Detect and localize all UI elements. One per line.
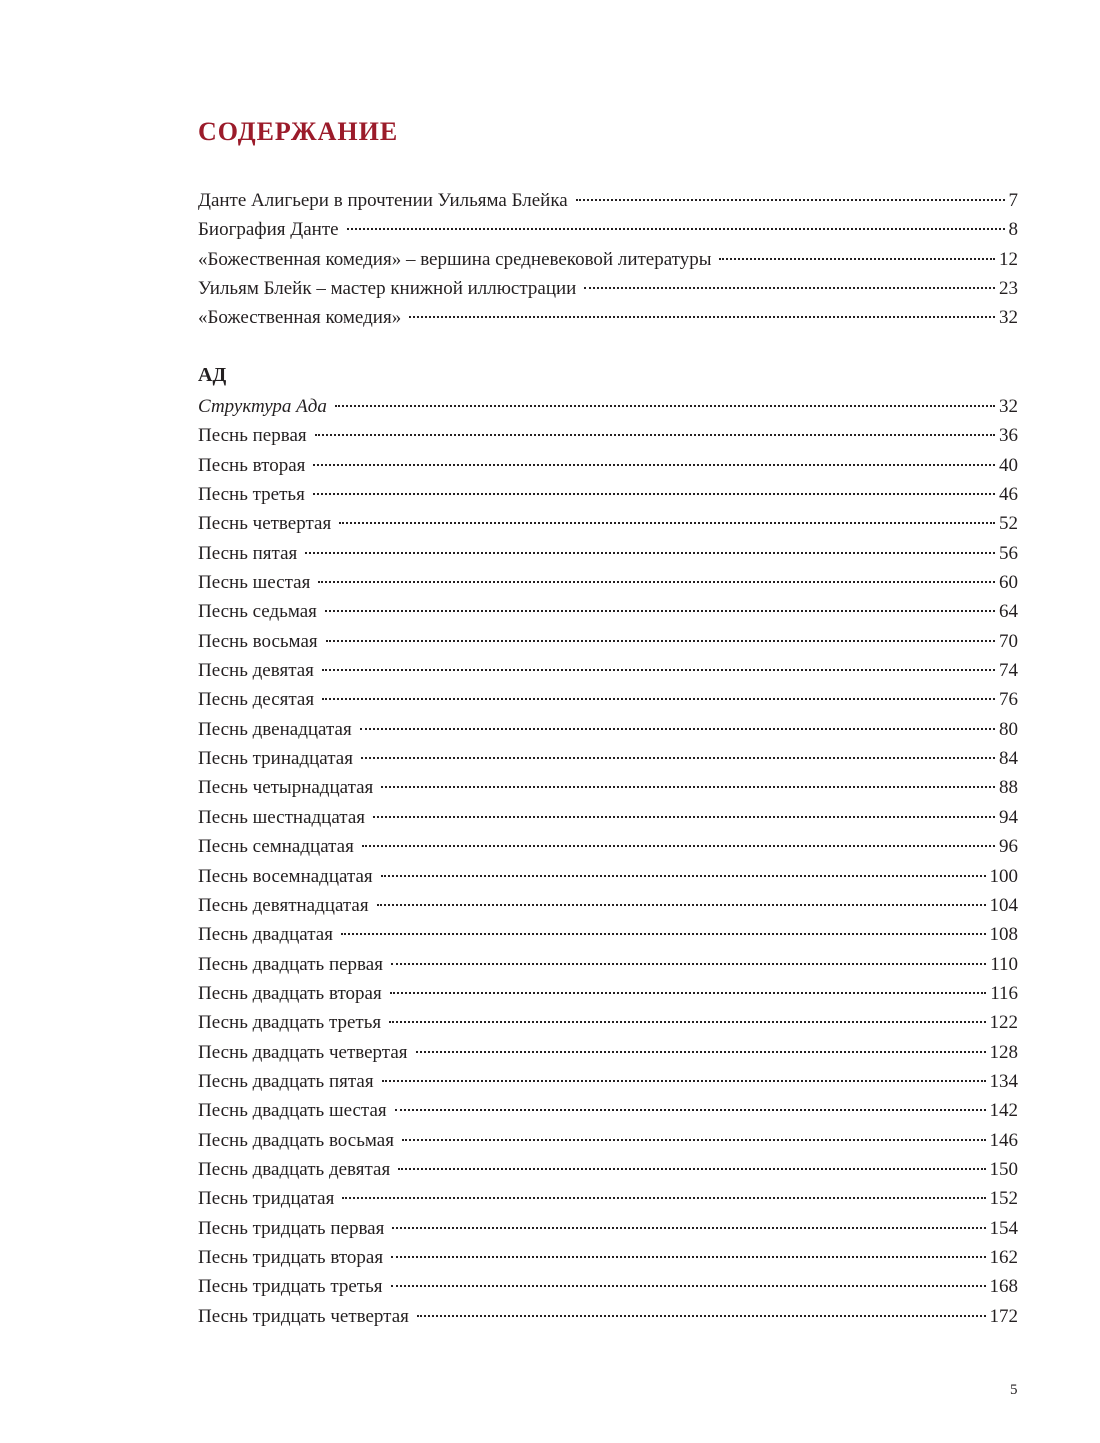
toc-entry-title: Песнь семнадцатая — [198, 836, 354, 858]
toc-entry-page: 64 — [999, 601, 1018, 623]
toc-entry — [198, 950, 1018, 979]
toc-entry — [198, 1038, 1018, 1067]
toc-entry — [198, 1302, 1018, 1331]
toc-entry-page: 46 — [999, 484, 1018, 506]
toc-entry-page: 40 — [999, 454, 1018, 476]
toc-entry-title: Песнь первая — [198, 425, 307, 447]
dot-leader — [322, 698, 995, 700]
toc-entry — [198, 186, 1018, 215]
toc-entry-title: Уильям Блейк – мастер книжной иллюстрации — [198, 278, 577, 300]
toc-entry — [198, 568, 1018, 597]
toc-entry — [198, 215, 1018, 244]
dot-leader — [395, 1109, 986, 1111]
toc-entry-title: Песнь двадцать шестая — [198, 1100, 387, 1122]
toc-entry — [198, 1243, 1018, 1272]
hell-toc-list — [198, 392, 1018, 1331]
toc-entry-title: Песнь десятая — [198, 689, 315, 711]
toc-entry — [198, 1067, 1018, 1096]
toc-entry — [198, 392, 1018, 421]
toc-entry-page: 80 — [999, 718, 1018, 740]
dot-leader — [360, 728, 995, 730]
toc-entry-page: 70 — [999, 630, 1018, 652]
toc-entry-page: 32 — [999, 307, 1018, 329]
toc-entry-page: 52 — [999, 513, 1018, 535]
dot-leader — [584, 287, 995, 289]
dot-leader — [313, 464, 995, 466]
toc-entry — [198, 1008, 1018, 1037]
toc-entry-page: 36 — [999, 425, 1018, 447]
toc-entry-title: Песнь седьмая — [198, 601, 317, 623]
toc-entry-page: 32 — [999, 396, 1018, 417]
toc-entry-page: 150 — [989, 1158, 1018, 1180]
toc-entry-title: Песнь тридцать вторая — [198, 1246, 384, 1268]
dot-leader — [389, 1021, 985, 1023]
toc-entry-page: 12 — [999, 248, 1018, 270]
dot-leader — [398, 1168, 985, 1170]
toc-entry — [198, 979, 1018, 1008]
toc-entry — [198, 656, 1018, 685]
toc-entry-title: «Божественная комедия» — [198, 307, 402, 329]
toc-entry-page: 7 — [1008, 190, 1018, 211]
toc-entry — [198, 773, 1018, 802]
toc-entry-title: Песнь двадцать четвертая — [198, 1041, 408, 1063]
toc-entry — [198, 685, 1018, 714]
dot-leader — [409, 316, 995, 318]
toc-entry-page: 100 — [989, 865, 1018, 887]
toc-entry-title: Песнь восемнадцатая — [198, 865, 373, 887]
toc-entry-page: 162 — [989, 1246, 1018, 1268]
toc-entry — [198, 891, 1018, 920]
toc-entry — [198, 803, 1018, 832]
dot-leader — [576, 199, 1005, 201]
toc-entry-title: Структура Ада — [198, 396, 327, 417]
dot-leader — [339, 522, 995, 524]
toc-entry-title: Песнь третья — [198, 484, 305, 506]
toc-entry-page: 134 — [989, 1070, 1018, 1092]
toc-entry-title: Песнь двадцатая — [198, 924, 333, 946]
dot-leader — [719, 258, 995, 260]
toc-entry-title: Песнь двадцать первая — [198, 953, 383, 975]
toc-entry-title: Песнь четырнадцатая — [198, 777, 374, 799]
toc-entry — [198, 1126, 1018, 1155]
toc-entry — [198, 245, 1018, 274]
toc-entry — [198, 1214, 1018, 1243]
dot-leader — [392, 1227, 985, 1229]
toc-entry-title: «Божественная комедия» – вершина средневековой литературы — [198, 248, 712, 270]
dot-leader — [315, 434, 995, 436]
toc-entry-page: 104 — [989, 894, 1018, 916]
toc-entry — [198, 627, 1018, 656]
toc-entry-title: Песнь двадцать пятая — [198, 1070, 374, 1092]
toc-entry — [198, 597, 1018, 626]
toc-entry-page: 74 — [999, 660, 1018, 682]
toc-entry-page: 94 — [999, 806, 1018, 828]
dot-leader — [361, 757, 995, 759]
toc-entry-page: 116 — [990, 982, 1018, 1004]
dot-leader — [417, 1315, 986, 1317]
toc-entry-title: Песнь двадцать вторая — [198, 982, 382, 1004]
toc-entry-title: Песнь тридцать первая — [198, 1217, 385, 1239]
dot-leader — [391, 1256, 985, 1258]
toc-entry-page: 172 — [989, 1305, 1018, 1327]
toc-entry-page: 142 — [989, 1100, 1018, 1122]
dot-leader — [390, 992, 987, 994]
toc-entry-title: Песнь пятая — [198, 542, 298, 564]
dot-leader — [325, 610, 995, 612]
dot-leader — [382, 1080, 986, 1082]
toc-entry-page: 110 — [990, 953, 1018, 975]
dot-leader — [373, 816, 995, 818]
toc-entry-title: Песнь двенадцатая — [198, 718, 352, 740]
toc-entry-title: Песнь четвертая — [198, 513, 332, 535]
toc-entry-page: 122 — [989, 1012, 1018, 1034]
toc-entry — [198, 862, 1018, 891]
dot-leader — [362, 845, 995, 847]
toc-entry-title: Данте Алигьери в прочтении Уильяма Блейка — [198, 190, 568, 211]
toc-entry-page: 152 — [989, 1188, 1018, 1210]
dot-leader — [341, 933, 986, 935]
toc-entry — [198, 1155, 1018, 1184]
toc-entry-title: Песнь вторая — [198, 454, 306, 476]
dot-leader — [381, 875, 986, 877]
toc-entry — [198, 509, 1018, 538]
toc-entry-page: 56 — [999, 542, 1018, 564]
toc-entry-title: Песнь двадцать восьмая — [198, 1129, 394, 1151]
dot-leader — [318, 581, 995, 583]
dot-leader — [381, 786, 995, 788]
toc-entry-title: Биография Данте — [198, 219, 339, 241]
toc-entry-page: 88 — [999, 777, 1018, 799]
toc-entry — [198, 1096, 1018, 1125]
toc-entry-title: Песнь тридцать четвертая — [198, 1305, 409, 1327]
page-number: 5 — [1010, 1382, 1018, 1398]
toc-entry — [198, 744, 1018, 773]
toc-entry — [198, 832, 1018, 861]
toc-entry-title: Песнь тридцатая — [198, 1188, 335, 1210]
dot-leader — [377, 904, 986, 906]
toc-entry-page: 146 — [989, 1129, 1018, 1151]
toc-entry — [198, 274, 1018, 303]
toc-entry-page: 96 — [999, 836, 1018, 858]
toc-entry — [198, 451, 1018, 480]
toc-entry — [198, 480, 1018, 509]
toc-entry-page: 8 — [1008, 219, 1018, 241]
dot-leader — [305, 552, 995, 554]
toc-entry-title: Песнь тринадцатая — [198, 748, 353, 770]
toc-entry-title: Песнь шестнадцатая — [198, 806, 366, 828]
dot-leader — [402, 1139, 986, 1141]
toc-entry-title: Песнь восьмая — [198, 630, 318, 652]
toc-entry-title: Песнь тридцать третья — [198, 1276, 383, 1298]
toc-entry-page: 128 — [989, 1041, 1018, 1063]
intro-toc-list — [198, 186, 1018, 333]
dot-leader — [391, 1285, 986, 1287]
toc-entry-title: Песнь девятая — [198, 660, 314, 682]
toc-entry-title: Песнь шестая — [198, 572, 311, 594]
toc-entry-page: 168 — [989, 1276, 1018, 1298]
toc-entry-page: 154 — [989, 1217, 1018, 1239]
toc-entry — [198, 1272, 1018, 1301]
dot-leader — [326, 640, 995, 642]
page-title: СОДЕРЖАНИЕ — [198, 117, 399, 146]
dot-leader — [391, 963, 986, 965]
toc-entry-title: Песнь двадцать девятая — [198, 1158, 391, 1180]
dot-leader — [347, 228, 1005, 230]
toc-entry — [198, 539, 1018, 568]
dot-leader — [322, 669, 995, 671]
toc-entry-page: 76 — [999, 689, 1018, 711]
toc-entry — [198, 1184, 1018, 1213]
toc-entry — [198, 303, 1018, 332]
toc-entry-title: Песнь двадцать третья — [198, 1012, 382, 1034]
toc-entry-page: 84 — [999, 748, 1018, 770]
section-heading-hell: АД — [198, 364, 227, 386]
toc-entry-page: 108 — [989, 924, 1018, 946]
toc-entry — [198, 920, 1018, 949]
toc-entry-page: 60 — [999, 572, 1018, 594]
toc-entry — [198, 715, 1018, 744]
dot-leader — [416, 1051, 986, 1053]
dot-leader — [342, 1197, 985, 1199]
dot-leader — [313, 493, 995, 495]
toc-entry — [198, 421, 1018, 450]
dot-leader — [335, 405, 995, 407]
toc-entry-title: Песнь девятнадцатая — [198, 894, 369, 916]
toc-entry-page: 23 — [999, 278, 1018, 300]
